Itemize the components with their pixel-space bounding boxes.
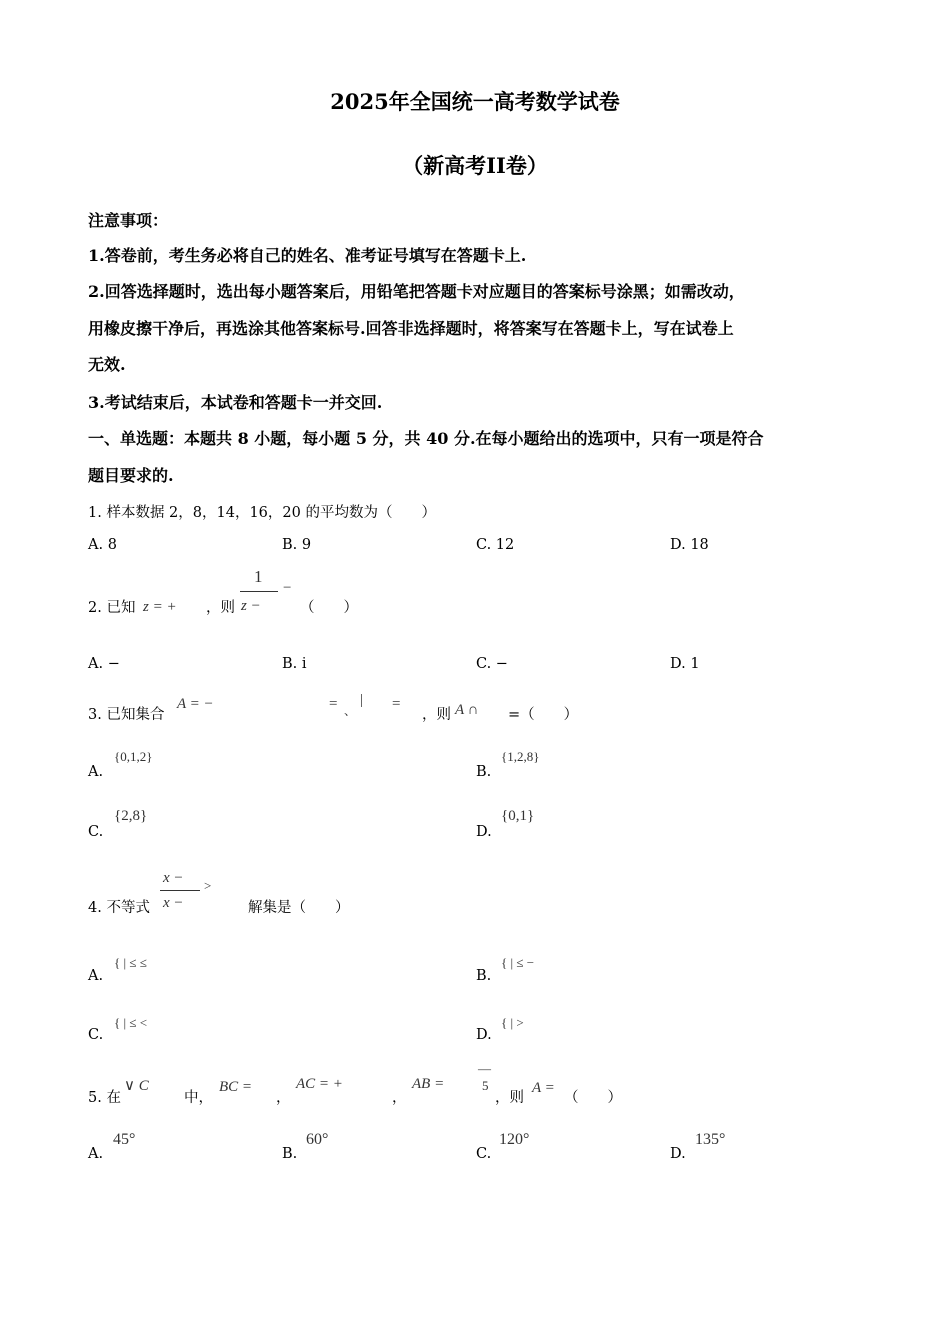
question-5-comma-2: ， xyxy=(392,1090,407,1106)
question-2-paren: （ ） xyxy=(300,600,358,616)
question-5-paren: （ ） xyxy=(564,1090,622,1106)
question-5-bc: BC = xyxy=(219,1079,253,1095)
question-5-option-d-label: D. xyxy=(670,1146,686,1162)
question-4-option-b-label: B. xyxy=(476,968,492,984)
question-5-option-c-label: C. xyxy=(476,1146,492,1162)
question-2-option-d: D. 1 xyxy=(670,656,700,672)
question-5-sqrt-bar: — xyxy=(478,1061,491,1076)
question-5-ac: AC = + xyxy=(296,1076,343,1092)
question-4-prefix: 4. 不等式 xyxy=(88,900,150,916)
question-2-fraction-denominator: z − xyxy=(241,598,261,614)
page-title: 2025年全国统一高考数学试卷 xyxy=(330,89,620,114)
question-4-fraction-bar xyxy=(160,890,200,891)
question-3-option-a-label: A. xyxy=(88,764,104,780)
question-2-then: ，则 xyxy=(206,600,235,616)
question-4-option-d-value: { | > xyxy=(501,1015,524,1030)
question-2-fraction-numerator: 1 xyxy=(254,567,263,586)
question-1-option-c: C. 12 xyxy=(476,537,515,553)
question-1-option-b: B. 9 xyxy=(282,537,312,553)
question-3-option-c-value: {2,8} xyxy=(114,808,148,824)
question-3-option-d-label: D. xyxy=(476,824,492,840)
question-4-option-a-value: { | ≤ ≤ xyxy=(114,955,147,970)
question-5-comma-1: ， xyxy=(276,1090,291,1106)
question-5-mid: 中， xyxy=(184,1090,213,1106)
question-5-option-b-label: B. xyxy=(282,1146,298,1162)
question-1-stem: 1. 样本数据 2，8，14，16，20 的平均数为（ ） xyxy=(88,505,436,521)
question-5-option-c-value: 120° xyxy=(499,1131,530,1148)
notice-item-2-line-2: 用橡皮擦干净后，再选涂其他答案标号.回答非选择题时，将答案写在答题卡上，写在试卷上 xyxy=(88,319,734,338)
question-5-ab-value: 5 xyxy=(482,1078,489,1093)
question-2-option-a: A. − xyxy=(88,656,120,672)
question-3-bar: | xyxy=(360,692,364,708)
question-1-option-d: D. 18 xyxy=(670,537,709,553)
question-3-then: ，则 xyxy=(422,707,451,723)
notice-item-2-line-1: 2.回答选择题时，选出每小题答案后，用铅笔把答题卡对应题目的答案标号涂黑；如需改动， xyxy=(88,282,745,301)
question-4-option-a-label: A. xyxy=(88,968,104,984)
question-2-fraction-bar xyxy=(240,591,278,592)
notice-heading: 注意事项： xyxy=(88,211,169,230)
question-4-tail: 解集是（ ） xyxy=(248,900,350,916)
question-5-option-a-value: 45° xyxy=(113,1131,136,1148)
question-5-ab: AB = xyxy=(412,1076,445,1092)
notice-item-1: 1.答卷前，考生务必将自己的姓名、准考证号填写在答题卡上. xyxy=(88,246,527,265)
question-1-option-a: A. 8 xyxy=(88,537,117,553)
page-subtitle: （新高考II卷） xyxy=(402,153,548,178)
question-2-tail: − xyxy=(283,580,292,596)
question-4-greater-than: > xyxy=(204,878,212,893)
question-3-option-d-value: {0,1} xyxy=(501,808,535,824)
question-4-option-d-label: D. xyxy=(476,1027,492,1043)
question-5-triangle: ∨ C xyxy=(124,1078,149,1094)
question-3-eq-1: = xyxy=(329,696,338,712)
question-4-option-c-label: C. xyxy=(88,1027,104,1043)
question-5-a-eq: A = xyxy=(532,1080,555,1096)
question-3-eq-paren: =（ ） xyxy=(508,707,579,723)
question-3-set-a: A = − xyxy=(177,696,214,712)
question-2-option-c: C. − xyxy=(476,656,508,672)
question-4-option-b-value: { | ≤ − xyxy=(501,955,535,970)
question-3-option-c-label: C. xyxy=(88,824,104,840)
question-4-fraction-denominator: x − xyxy=(163,895,184,911)
question-3-option-b-label: B. xyxy=(476,764,492,780)
question-3-intersection: A ∩ xyxy=(455,702,479,718)
question-2-option-b: B. i xyxy=(282,656,307,672)
question-4-option-c-value: { | ≤ < xyxy=(114,1015,148,1030)
notice-item-2-line-3: 无效. xyxy=(88,355,126,374)
question-3-prefix: 3. 已知集合 xyxy=(88,707,165,723)
question-5-prefix: 5. 在 xyxy=(88,1090,121,1106)
question-3-separator: 、 xyxy=(344,704,357,718)
question-4-fraction-numerator: x − xyxy=(163,870,184,886)
question-2-z-expression: z = + xyxy=(143,599,177,615)
question-5-option-b-value: 60° xyxy=(306,1131,329,1148)
question-5-then: ，则 xyxy=(495,1090,524,1106)
notice-item-3: 3.考试结束后，本试卷和答题卡一并交回. xyxy=(88,393,383,412)
question-3-eq-2: = xyxy=(392,696,401,712)
question-2-prefix: 2. 已知 xyxy=(88,600,136,616)
section-1-heading-line-2: 题目要求的. xyxy=(88,466,174,485)
question-3-option-b-value: {1,2,8} xyxy=(501,749,540,764)
question-5-option-a-label: A. xyxy=(88,1146,104,1162)
question-5-option-d-value: 135° xyxy=(695,1131,726,1148)
question-3-option-a-value: {0,1,2} xyxy=(114,749,153,764)
section-1-heading-line-1: 一、单选题：本题共 8 小题，每小题 5 分，共 40 分.在每小题给出的选项中，只有一项是符合 xyxy=(88,429,764,448)
